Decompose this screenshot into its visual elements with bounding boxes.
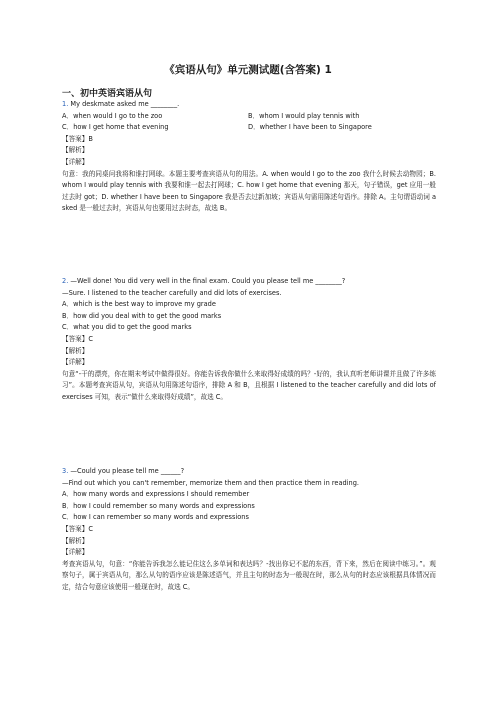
question-3 <box>62 466 436 594</box>
option-c: C．how I get home that evening <box>62 123 169 132</box>
page-title: 《宾语从句》单元测试题(含答案) 1 <box>164 64 332 76</box>
detail-label: 【详解】 <box>62 157 89 166</box>
option-c: C．how I can remember so many words and expressions <box>62 513 249 522</box>
answer-label: 【答案】B <box>62 134 93 143</box>
question-2 <box>62 276 436 404</box>
options-row <box>62 122 436 134</box>
analysis-label: 【解析】 <box>62 346 89 355</box>
question-stem <box>62 276 436 288</box>
detail-label: 【详解】 <box>62 548 89 557</box>
explanation-text: 考查宾语从句，句意：“你能告诉我怎么能记住这么多单词和表达吗？-找出你记不起的东西，背下来，然后在阅读中练习。”。观察句子，属于宾语从句，那么从句的语序应该是陈述语气，并且主句的时态为一般现在时，那么从句的时态应该根据具体情况而定，结合句意应该使用一般现在时，故选 C。 <box>62 559 436 591</box>
question-number: 2. <box>62 277 69 285</box>
question-stem <box>62 466 436 478</box>
detail-label: 【详解】 <box>62 358 89 367</box>
option-b: B．whom I would play tennis with <box>248 111 360 120</box>
option-d: D．whether I have been to Singapore <box>248 123 372 132</box>
analysis-label: 【解析】 <box>62 536 89 545</box>
option-b: B．how I could remember so many words and expressions <box>62 501 255 510</box>
explanation-text: 句意：我的同桌问我将和谁打网球。本题主要考查宾语从句的用法。A. when would I go to the zoo 我什么时候去动物园；B. whom I would play tennis with 我要和谁一起去打网球；C. how I get home that evening 那天，句子错误，get 应用一般过去时 got；D. whether I have been to Singapore 我是否去过新加坡；宾语从句需用陈述句语序。排除 A。主句谓语动词 asked 是一般过去时，宾语从句也要用过去时态，故选 B。 <box>62 169 436 213</box>
question-response: —Sure. I listened to the teacher carefully and did lots of exercises. <box>62 288 282 297</box>
option-c: C．what you did to get the good marks <box>62 323 192 332</box>
question-1 <box>62 99 436 215</box>
option-a: A．which is the best way to improve my grade <box>62 300 216 309</box>
explanation-text: 句意“-干的漂亮，你在期末考试中做得很好。你能告诉我你做什么来取得好成绩的吗？-好的，我认真听老师讲课并且做了许多练习”。本题考查宾语从句，宾语从句用陈述句语序，排除 A 和 B，且根据 I listened to the teacher carefully and did lots of exercises 可知，表示“做什么来取得好成绩”，故选 C。 <box>62 369 436 401</box>
question-text: —Could you please tell me ______? <box>70 467 185 475</box>
answer-label: 【答案】C <box>62 524 93 533</box>
option-a: A．how many words and expressions I should remember <box>62 490 250 499</box>
question-number: 3. <box>62 467 69 475</box>
option-a: A．when would I go to the zoo <box>62 111 163 120</box>
question-text: —Well done! You did very well in the final exam. Could you please tell me ________? <box>70 277 346 285</box>
question-response: —Find out which you can't remember, memorize them and then practice them in reading. <box>62 478 359 487</box>
question-number: 1. <box>62 100 69 108</box>
section-heading: 一、初中英语宾语从句 <box>62 89 153 99</box>
question-stem <box>62 99 436 111</box>
option-b: B．how did you deal with to get the good marks <box>62 311 222 320</box>
analysis-label: 【解析】 <box>62 146 89 155</box>
options-row <box>62 111 436 123</box>
question-text: My deskmate asked me ________. <box>70 100 180 108</box>
answer-label: 【答案】C <box>62 334 93 343</box>
